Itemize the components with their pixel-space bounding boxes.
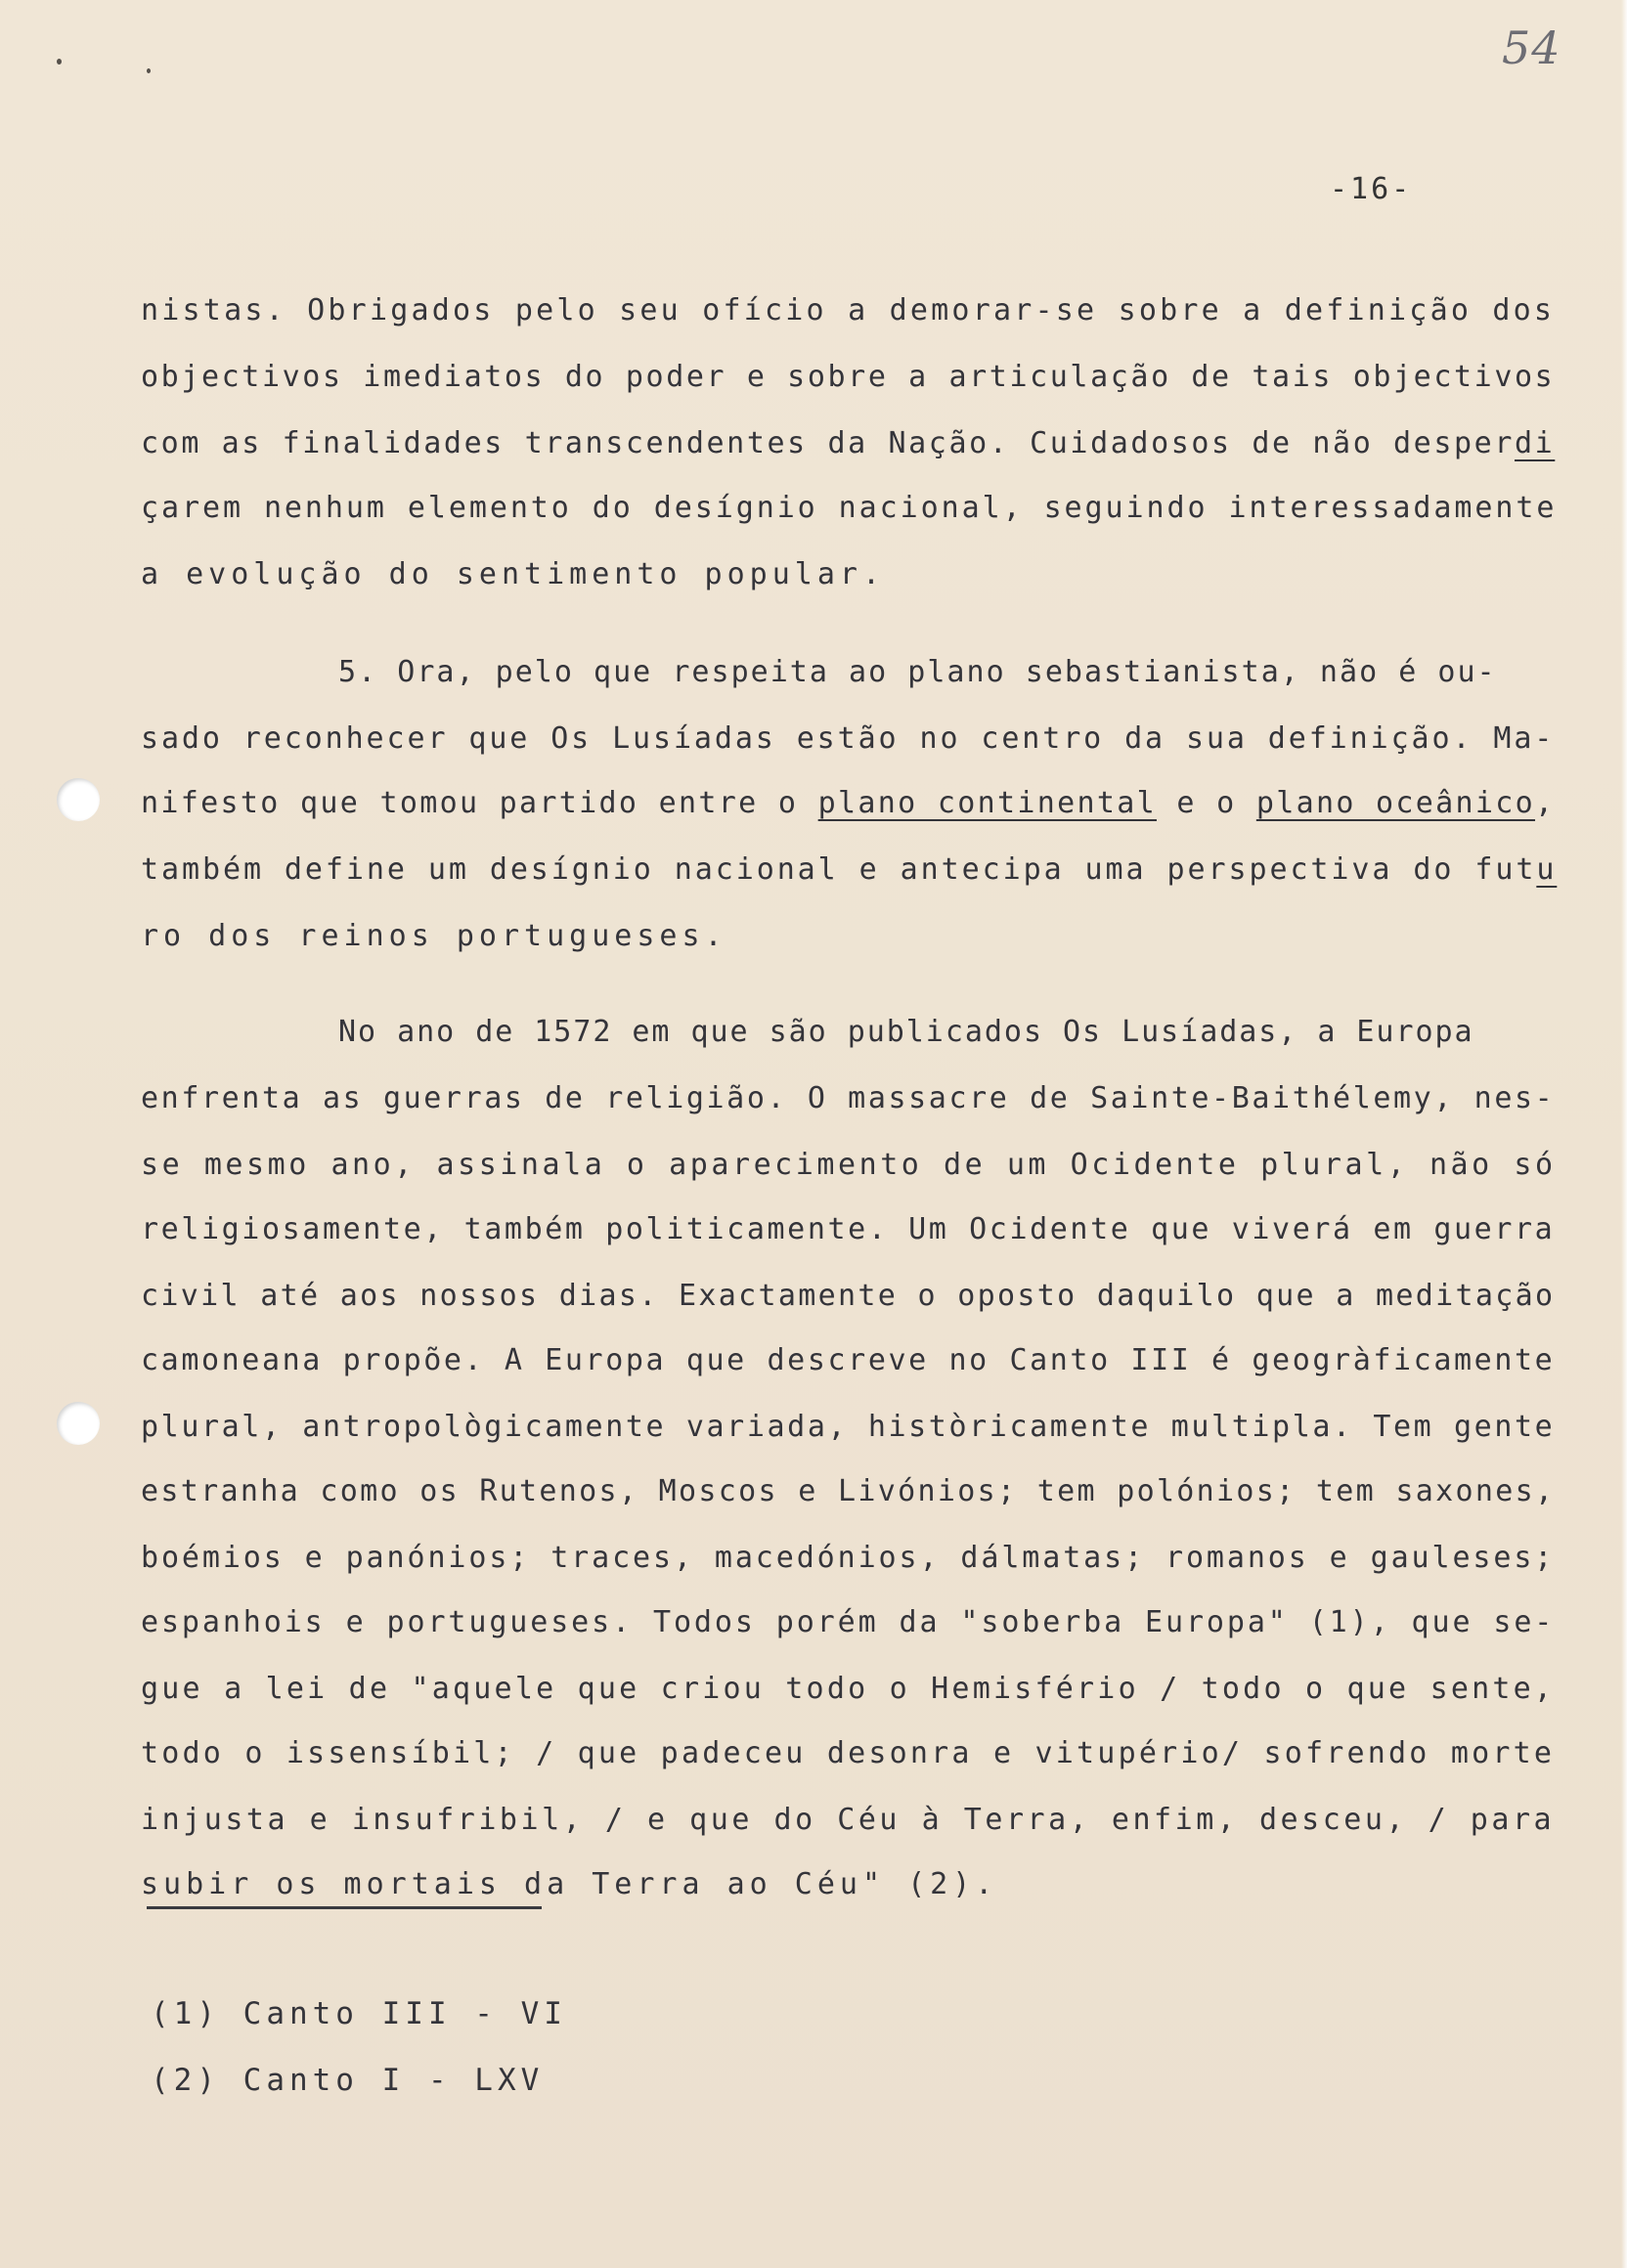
punch-hole (57, 778, 100, 821)
ink-speck (147, 68, 151, 73)
text-line: çarem nenhum elemento do desígnio nacional, seguindo interessadamente (141, 491, 1558, 525)
text-line: enfrenta as guerras de religião. O massacre de Sainte-Baithélemy, nes- (141, 1081, 1556, 1115)
text-line: ro dos reinos portugueses. (141, 919, 727, 953)
text-line: nistas. Obrigados pelo seu ofício a demorar-se sobre a definição dos (141, 293, 1556, 327)
underlined-text: u (1536, 852, 1558, 887)
handwritten-folio-number: 54 (1502, 22, 1561, 74)
underlined-text: plano oceânico (1255, 786, 1536, 820)
underlined-text: plano continental (817, 786, 1157, 820)
text-line: sado reconhecer que Os Lusíadas estão no centro da sua definição. Ma- (141, 721, 1556, 756)
text-line: No ano de 1572 em que são publicados Os Lusíadas, a Europa (338, 1015, 1474, 1049)
text-line: civil até aos nossos dias. Exactamente o oposto daquilo que a meditação (141, 1279, 1556, 1313)
punch-hole (57, 1402, 100, 1445)
underlined-text: di (1514, 426, 1556, 460)
text-line (141, 784, 1556, 823)
text-segment: nifesto que tomou partido entre o (141, 786, 818, 820)
footnote: (1) Canto III - VI (151, 1996, 567, 2031)
text-line: 5. Ora, pelo que respeita ao plano sebastianista, não é ou- (338, 655, 1497, 689)
ink-speck (57, 59, 62, 65)
text-line: boémios e panónios; traces, macedónios, dálmatas; romanos e gauleses; (141, 1541, 1556, 1575)
text-line: plural, antropològicamente variada, històricamente multipla. Tem gente (141, 1410, 1556, 1444)
text-segment: , (1535, 786, 1556, 820)
footnote: (2) Canto I - LXV (151, 2063, 545, 2098)
text-line: se mesmo ano, assinala o aparecimento de um Ocidente plural, não só (141, 1148, 1557, 1182)
text-line: subir os mortais da Terra ao Céu" (2). (141, 1867, 998, 1901)
text-line: todo o issensíbil; / que padeceu desonra e vitupério/ sofrendo morte (141, 1736, 1556, 1770)
text-line: espanhois e portugueses. Todos porém da "soberba Europa" (1), que se- (141, 1605, 1556, 1639)
page-edge (1621, 0, 1627, 2268)
text-line: a evolução do sentimento popular. (141, 557, 886, 591)
text-segment: com as finalidades transcendentes da Nação. Cuidadosos de não desper (141, 426, 1515, 460)
footnote-separator (147, 1906, 542, 1909)
text-line: objectivos imediatos do poder e sobre a articulação de tais objectivos (141, 360, 1556, 394)
text-line: injusta e insufribil, / e que do Céu à Terra, enfim, desceu, / para (141, 1803, 1556, 1837)
text-segment: e o (1156, 786, 1256, 820)
text-line: estranha como os Rutenos, Moscos e Livónios; tem polónios; tem saxones, (141, 1474, 1556, 1508)
text-line: gue a lei de "aquele que criou todo o Hemisfério / todo o que sente, (141, 1672, 1556, 1706)
text-line (141, 850, 1558, 890)
text-line: religiosamente, também politicamente. Um Ocidente que viverá em guerra (141, 1212, 1556, 1246)
text-line (141, 424, 1556, 463)
text-segment: também define um desígnio nacional e antecipa uma perspectiva do fut (141, 852, 1537, 887)
page-number: -16- (1330, 172, 1413, 206)
text-line: camoneana propõe. A Europa que descreve no Canto III é geogràficamente (141, 1343, 1556, 1377)
